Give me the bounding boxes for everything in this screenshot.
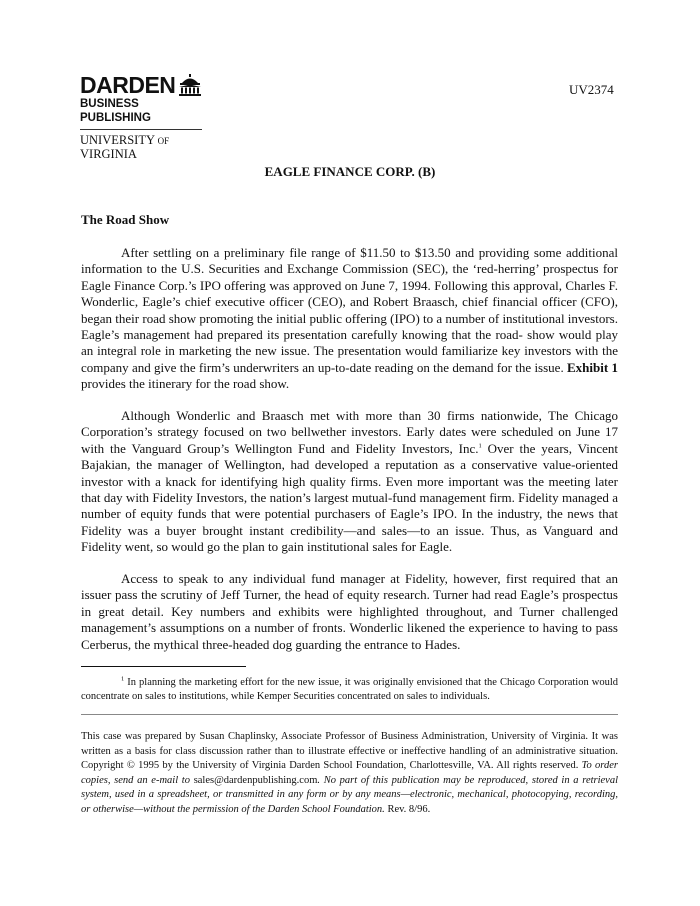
document-title: EAGLE FINANCE CORP. (B): [264, 164, 436, 179]
paragraph-1-tail: provides the itinerary for the road show.: [81, 376, 290, 392]
footnote-text: In planning the marketing effort for the new issue, it was originally envisioned that the Chicago Corporation would concentrate on sales to institutions, while Kemper Securities concentrated on sales to individuals.: [81, 677, 618, 702]
logo-word: DARDEN: [80, 72, 176, 98]
logo-divider: [80, 129, 202, 130]
paragraph-2-text-b: Over the years, Vincent Bajakian, the manager of Wellington, had developed a reputation as a conservative value-oriented investor with a knack for identifying high quality firms. Even more important was the meeting later that day with Fidelity Investors, the nation’s largest mutual-fund management firm. Fidelity managed a number of equity funds that were potential purchasers of Eagle’s IPO. In the industry, the news that Fidelity was a buyer brought instant credibility—and sales—to an issue. Thus, as Vanguard and Fidelity went, so would go the plan to gain institutional sales for Eagle.: [81, 440, 618, 555]
case-number: UV2374: [569, 82, 614, 97]
logo-wordmark: [80, 74, 210, 96]
darden-logo: [80, 74, 210, 161]
copyright-italic-a: To order copies, send an e-mail to: [81, 760, 618, 786]
exhibit-reference: Exhibit 1: [567, 359, 619, 375]
footnote: [81, 676, 618, 703]
copyright-notice: [81, 730, 618, 818]
footnote-marker: 1: [478, 442, 482, 450]
paragraph-2: [81, 408, 618, 556]
section-heading: The Road Show: [81, 212, 170, 227]
paragraph-1: [81, 245, 618, 393]
paragraph-2-text-a: Although Wonderlic and Braasch met with more than 30 firms nationwide, The Chicago Corporation’s strategy focused on two bellwether investors. Early dates were scheduled on June 17 with the Vanguard Group’s Wellington Fund and Fidelity Investors, Inc.: [81, 408, 618, 456]
logo-university: UNIVERSITY of VIRGINIA: [80, 133, 170, 161]
footnote-divider: [81, 666, 246, 667]
fine-print-divider: [81, 714, 618, 715]
footnote-number: 1: [121, 675, 125, 683]
copyright-italic-b: . No part of this publication may be reproduced, stored in a retrieval system, used in a spreadsheet, or transmitted in any form or by any means—electronic, mechanical, photocopying, recording, or otherwise—without the permission of the Darden School Foundation.: [81, 774, 619, 815]
paragraph-3: [81, 571, 618, 653]
rotunda-icon: [178, 74, 202, 96]
copyright-text-b: Rev. 8/96.: [384, 803, 431, 815]
logo-subtitle: BUSINESS PUBLISHING: [80, 98, 151, 124]
paragraph-1-text: After settling on a preliminary file range of $11.50 to $13.50 and providing some additional information to the U.S. Securities and Exchange Commission (SEC), the ‘red-herring’ prospectus for Eagle Finance Corp.’s IPO offering was approved on June 7, 1994. Following this approval, Charles F. Wonderlic, Eagle’s chief executive officer (CEO), and Robert Braasch, chief financial officer (CFO), began their road show promoting the initial public offering (IPO) to a number of institutional investors. Eagle’s management had prepared its presentation carefully knowing that the road- show would play an integral role in marketing the new issue. The presentation would familiarize key investors with the company and give the firm’s underwriters an up-to-date reading on the demand for the issue.: [81, 245, 618, 375]
order-email: sales@dardenpublishing.com: [193, 774, 318, 786]
paragraph-3-text: Access to speak to any individual fund manager at Fidelity, however, first required that an issuer pass the scrutiny of Jeff Turner, the head of equity research. Turner had read Eagle’s prospectus in great detail. Key numbers and exhibits were highlighted throughout, and Turner challenged management’s assumptions on a number of fronts. Wonderlic likened the experience to having to pass Cerberus, the mythical three-headed dog guarding the entrance to Hades.: [81, 571, 618, 652]
copyright-text-a: This case was prepared by Susan Chaplinsky, Associate Professor of Business Administration, University of Virginia. It was written as a basis for class discussion rather than to illustrate effective or ineffective handling of an administrative situation. Copyright © 1995 by the University of Virginia Darden School Foundation, Charlottesville, VA. All rights reserved.: [81, 731, 618, 772]
